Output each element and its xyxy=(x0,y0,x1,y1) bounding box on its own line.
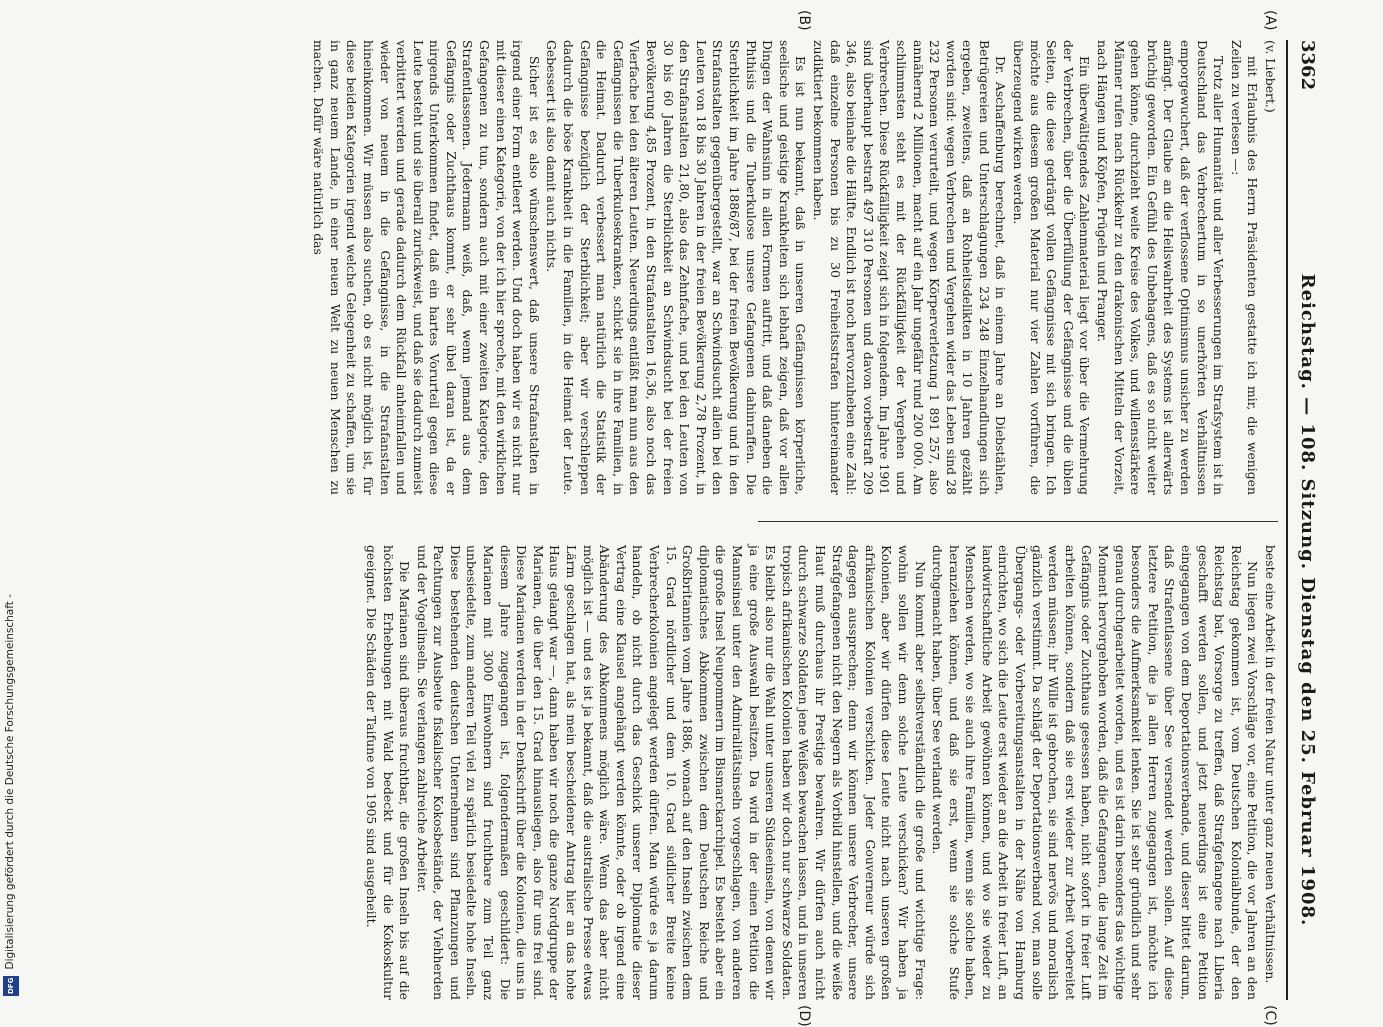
dfg-logo: DFG xyxy=(3,976,19,996)
paragraph: mit Erlaubnis des Herrn Präsidenten gestatte ich mir, die wenigen Zeilen zu verlesen —: xyxy=(1228,40,1261,495)
left-column xyxy=(311,40,1278,495)
page-title: Reichstag. — 108. Sitzung. Dienstag den 25. Februar 1908. xyxy=(1297,273,1318,927)
margin-marker-a: (A) xyxy=(1262,10,1278,31)
paragraph: Es ist nun bekannt, daß in unseren Gefängnissen körperliche, seelische und geistige Krankheiten sich lebhaft zeigen, daß vor allen Dingen der Wahnsinn in allen Formen auftritt, und daß daneben die Phthisis und die Tuberkulose unsere Gefangenen dahinraffen. Die Sterblichkeit im Jahre 1886/87, bei der freien Bevölkerung und in den Strafanstalten gegenübergestellt, war an Schwindsucht allein bei den Leuten von 18 bis 30 Jahren in der freien Bevölkerung 2,78 Prozent, in den Strafanstalten 21,80, also das Zehnfache, und bei den Leuten von 30 bis 60 Jahren die Sterblichkeit an Schwindsucht bei der freien Bevölkerung 4,85 Prozent, in den Strafanstalten 16,36, also noch das Vierfache bei den älteren Leuten. Neuerdings entläßt man nun aus den Gefängnissen die Tuberkulosekranken, schickt sie in ihre Familien, in die Heimat. Dadurch verbessert man natürlich die Statistik der Gefängnisse bezüglich der Sterblichkeit; aber wir verschleppen dadurch die böse Krankheit in die Familien, in die Heimat der Leute. Gebessert ist also damit auch nichts. xyxy=(544,40,809,495)
paragraph: Trotz aller Humanität und aller Verbesserungen im Strafsystem ist in Deutschland das Verbrechertum in so unerhörten Verhältnissen emporgewuchert, daß der verflossene Optimismus unsicher zu werden anfängt. Der Glaube an die Heilswahrheit des Systems ist allerwärts brüchig geworden. Ein Gefühl des Unbehagens, daß es so nicht weiter gehen könne, durchzieht weite Kreise des Volkes, und willensstärkere Männer rufen nach Rückkehr zu den drakonischen Mitteln der Vorzeit, nach Hängen und Köpfen, Prügeln und Pranger. xyxy=(1095,40,1227,495)
right-column xyxy=(363,545,1278,1000)
page-number: 3362 xyxy=(1297,40,1318,91)
page-header xyxy=(1286,40,1322,1000)
margin-marker-c: (C) xyxy=(1262,1005,1278,1026)
speaker-label: (v. Liebert.) xyxy=(1263,40,1278,113)
margin-marker-d: (D) xyxy=(796,1005,812,1027)
paragraph: Dr. Aschaffenburg berechnet, daß in einem Jahre an Diebstählen, Betrügereien und Unterschlagungen 234 248 Einzelhandlungen sich ergeben, zweitens, daß an Rohheitsdelikten in 10 Jahren gezählt worden sind: wegen Verbrechen und Vergehen wider das Leben sind 28 232 Personen verurteilt, und wegen Körperverletzung 1 891 257, also annähernd 2 Millionen, macht auf ein Jahr ungefähr rund 200 000. Am schlimmsten steht es mit der Rückfälligkeit der Vergehen und Verbrechen. Diese Rückfälligkeit zeigt sich in folgendem. Im Jahre 1901 sind überhaupt bestraft 497 310 Personen und davon vorbestraft 209 346, also beinahe die Hälfte. Endlich ist noch hervorzuheben eine Zahl: daß einzelne Personen bis zu 30 Freiheitsstrafen hintereinander zudiktiert bekommen haben. xyxy=(810,40,1009,495)
rotated-page xyxy=(62,10,1322,1027)
column-divider xyxy=(758,521,1278,522)
paragraph: Ein überwältigendes Zahlenmaterial liegt vor über die Vermehrung der Verbrechen, über die Überfüllung der Gefängnisse und die üblen Seiten, die diese gedrängt vollen Gefängnisse mit sich bringen. Ich möchte aus diesem großen Material nur vier Zahlen vorführen, die überzeugend wirken werden. xyxy=(1011,40,1093,495)
paragraph: Nun liegen zwei Vorschläge vor, eine Petition, die vor Jahren an den Reichstag gekommen ist, vom Deutschen Kolonialbunde, der den Reichstag bat, Vorsorge zu treffen, daß Strafgefangene nach Liberia geschafft werden sollen, und jetzt neuerdings ist eine Petition eingegangen von dem Deportationsverbande, und dieser bittet darum, daß Strafentlassene über See versendet werden sollen. Auf diese letztere Petition, die ja allen Herren zugegangen ist, möchte ich besonders die Aufmerksamkeit lenken. Sie ist sehr gründlich und sehr genau durchgearbeitet worden, und es ist darin besonders das wichtige Moment hervorgehoben worden, daß die Gefangenen, die lange Zeit im Gefängnis oder Zuchthaus gesessen haben, nicht sofort in freier Luft arbeiten können, sondern daß sie erst wieder zur Arbeit vorbereitet werden müssen; ihr Wille ist gebrochen, sie sind nervös und moralisch gänzlich verstimmt. Da schlägt der Deportationsverband vor, man solle Übergangs- oder Vorbereitungsanstalten in der Nähe von Hamburg einrichten, wo sich die Leute erst wieder an die Arbeit in freier Luft, an landwirtschaftliche Arbeit gewöhnen können, und wo sie wieder zu Menschen werden, wo sie auch ihre Familien, wenn sie solche haben, heranziehen können, und daß sie erst, wenn sie solche Stufe durchgemacht haben, über See verlandt werden. xyxy=(930,545,1261,1000)
footer-credit: Digitalisierung gefördert durch die Deutsche Forschungsgemeinschaft - xyxy=(4,594,16,970)
margin-marker-b: (B) xyxy=(796,10,812,31)
paragraph: beste eine Arbeit in der freien Natur unter ganz neuen Verhältnissen. xyxy=(1263,545,1278,984)
paragraph: Nun kommt aber selbstverständlich die große und wichtige Frage: wohin sollen wir denn solche Leute verschicken? Wir haben ja Kolonien, aber wir dürfen diese Leute nicht nach unseren großen afrikanischen Kolonien verschicken. Jeder Gouverneur würde sich dagegen aussprechen; denn wir können unsere Verbrecher, unsere Strafgefangenen nicht den Negern als Vorbild hinstellen, und die weiße Haut muß durchaus ihr Prestige bewahren. Wir dürfen auch nicht durch schwarze Soldaten jene Weißen bewachen lassen, und in unseren tropisch afrikanischen Kolonien haben wir doch nur schwarze Soldaten. Es bleibt also nur die Wahl unter unseren Südseeinseln, von denen wir ja eine große Auswahl besitzen. Da wird in der einen Petition die Mannsinsel unter den Admiralitätsinseln vorgeschlagen, von anderen die große Insel Neupommern im Bismarckarchipel. Es besteht aber ein diplomatisches Abkommen zwischen dem Deutschen Reiche und Großbritannien vom Jahre 1886, wonach auf den Inseln zwischen dem 15. Grad nördlicher und dem 10. Grad südlicher Breite keine Verbrecherkolonien angelegt werden dürfen. Man würde es ja darum handeln, ob nicht durch das Geschick unserer Diplomatie dieser Vertrag eine Klausel angehängt werden könnte, oder ob irgend eine Abänderung des Abkommens möglich wäre. Wenn das aber nicht möglich ist — und es ist ja bekannt, daß die australische Presse etwas Lärm geschlagen hat, als mein bescheidener Antrag hier an das hohe Haus gelangt war —, dann haben wir noch die ganze Nordgruppe der Marianen, die über den 15. Grad hinausliegen, also für uns frei sind. Diese Marianen werden in der Denkschrift über die Kolonien, die uns in diesem Jahre zugegangen ist, folgendermaßen geschildert: Die Marianen mit 3000 Einwohnern sind fruchtbare zum Teil ganz unbesiedelte, zum anderen Teil viel zu spärlich besiedelte hohe Inseln. Diese bestehenden deutschen Unternehmen sind Pflanzungen und Pachtungen zur Ausbeute fiskalischer Kokosbestände, der Viehherden und der Vogelinseln. Sie verlangen zahlreiche Arbeiter. xyxy=(414,545,928,1000)
paragraph: Die Marianen sind überaus fruchtbar, die großen Inseln bis auf die höchsten Erhebungen mit Wald bedeckt und für die Kokoskultur geeignet. Die Schäden der Taifune von 1905 sind ausgeheilt. xyxy=(363,545,413,1000)
paragraph: Sicher ist es also wünschenswert, daß unsere Strafanstalten in irgend einer Form entleert werden. Und doch haben wir es nicht nur mit dieser einen Kategorie, von der ich hier spreche, mit den wirklichen Gefangenen zu tun, sondern auch mit einer zweiten Kategorie, den Strafentlassenen. Jedermann weiß, daß, wenn jemand aus dem Gefängnis oder Zuchthaus kommt, er sehr übel daran ist, da er nirgends Unterkommen findet, daß ein hartes Vorurteil gegen diese Leute besteht und sie überall zurückweist, und daß sie dadurch zumeist verbittert werden und gerade dadurch dem Rückfall anheimfallen und wieder von neuem in die Gefängnisse, in die Strafanstalten hineinkommen. Wir müssen also suchen, ob es nicht möglich ist, für diese beiden Kategorien irgend welche Gelegenheit zu schaffen, um sie in ganz neuem Lande, in einer neuen Welt zu neuen Menschen zu machen. Dafür wäre natürlich das xyxy=(311,40,542,495)
